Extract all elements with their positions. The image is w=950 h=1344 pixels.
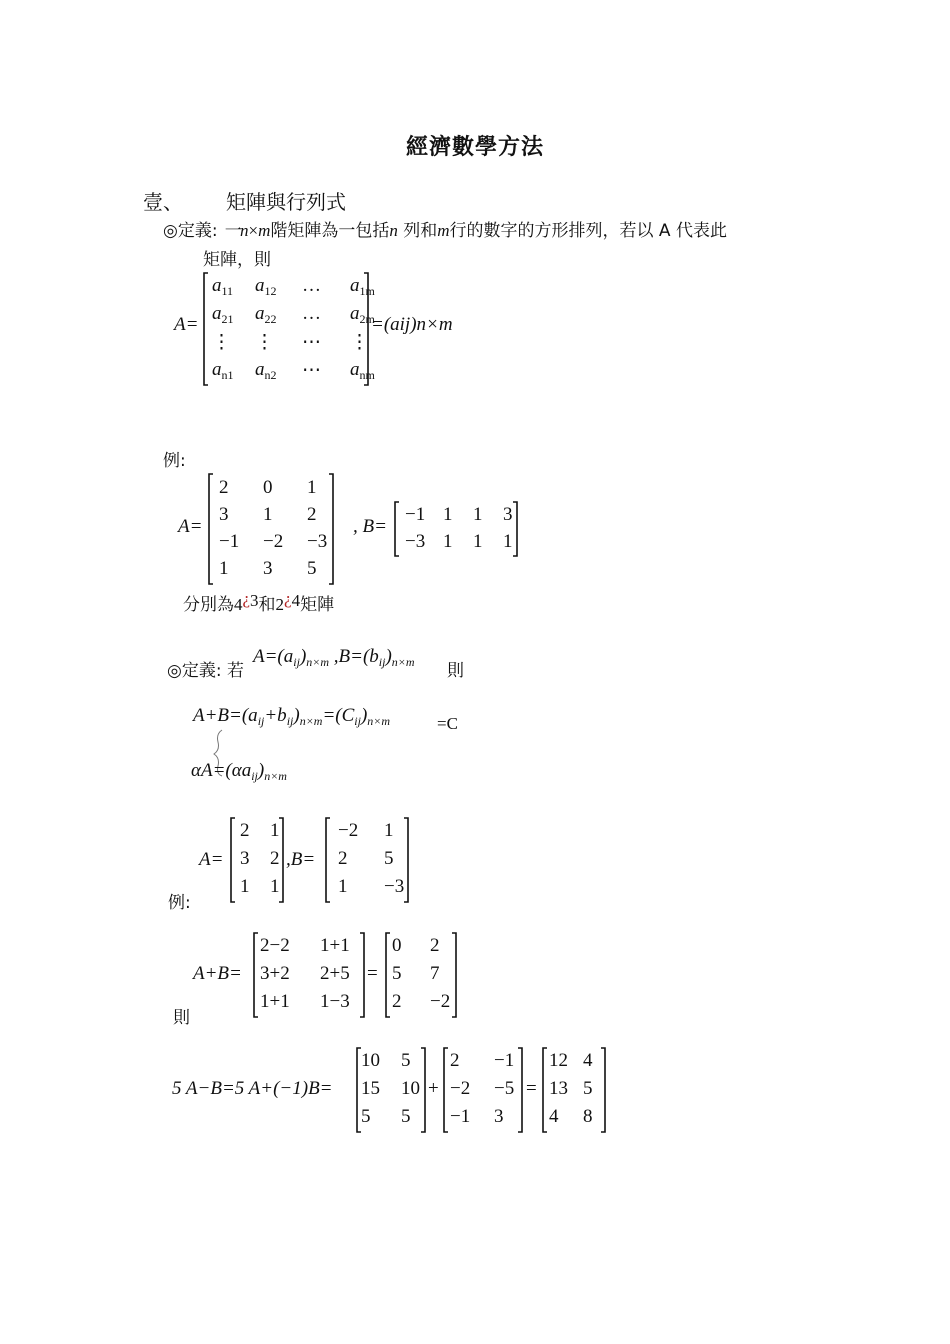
note-prefix: 分別為 xyxy=(183,595,234,615)
matrix-cell xyxy=(255,303,277,327)
matrix-cell: −2 xyxy=(338,820,359,841)
left-bracket xyxy=(395,502,399,556)
matrix-cell xyxy=(212,359,234,383)
matrix-cell: 5 xyxy=(401,1106,411,1127)
matrix-cell: 1 xyxy=(473,531,483,552)
matrix-cell: ⋮ xyxy=(212,332,231,353)
dimension-note xyxy=(183,590,334,615)
matrix-cell: ⋮ xyxy=(350,332,369,353)
matrix-cell: 5 xyxy=(361,1106,371,1127)
matrix-cell: 0 xyxy=(263,477,273,498)
left-bracket xyxy=(231,818,235,902)
matrix-cell: 3 xyxy=(494,1106,504,1127)
section-number: 壹、 xyxy=(143,190,183,214)
right-bracket xyxy=(518,1048,522,1132)
note-and: 和 xyxy=(258,595,276,615)
matrix-cell: 1 xyxy=(240,876,250,897)
matrix-cell: 5 xyxy=(583,1078,593,1099)
right-bracket xyxy=(513,502,517,556)
matrix-cell: ⋮ xyxy=(255,332,274,353)
matrix-cell: ⋯ xyxy=(302,360,321,381)
matrix-cell: 2 xyxy=(270,848,280,869)
sum-result-matrix xyxy=(384,932,458,1018)
example-1-label: 例: xyxy=(163,451,186,471)
sum-definition: $A+B=(a_{ij}+b_{ij})_{n\times m}=(C_{ij})_{n\times m}$ xyxy=(193,705,391,728)
left-bracket xyxy=(209,474,213,584)
linear-result-matrix xyxy=(541,1047,607,1133)
sum-equals: = xyxy=(367,963,378,984)
matrix-cell: 1 xyxy=(473,504,483,525)
note-4b: 4 xyxy=(291,591,301,610)
matrix-cell xyxy=(350,275,375,299)
entry-index: 11 xyxy=(221,284,234,298)
matrix-cell: 2 xyxy=(240,820,250,841)
matrix-cell: 1 xyxy=(307,477,317,498)
definition-2-suffix: 則 xyxy=(447,661,464,681)
matrix-cell: −5 xyxy=(494,1078,515,1099)
note-4: 4 xyxy=(234,595,243,614)
matrix-cell xyxy=(350,359,375,383)
matrix-cell: 2 xyxy=(430,935,440,956)
page-title: 經濟數學方法 xyxy=(406,135,545,160)
example-matrix-b xyxy=(393,501,519,557)
def1-text-2: 列和 xyxy=(403,221,438,241)
entry-letter: a xyxy=(255,303,265,324)
matrix-a-rhs: =(aij)n×m xyxy=(371,314,453,335)
dash-symbol: 一 xyxy=(222,221,240,240)
matrix-cell: 2 xyxy=(307,504,317,525)
entry-index: n1 xyxy=(221,368,234,382)
entry-letter: a xyxy=(212,303,222,324)
note-glyph-2: ¿ xyxy=(284,589,292,608)
matrix-cell: 3 xyxy=(219,504,229,525)
n-symbol: n xyxy=(239,221,249,240)
matrix-cell: 13 xyxy=(549,1078,568,1099)
left-bracket xyxy=(543,1048,547,1132)
matrix-cell: 1 xyxy=(270,820,280,841)
matrix-cell xyxy=(255,275,277,299)
matrix-cell: 15 xyxy=(361,1078,380,1099)
matrix-cell: 1 xyxy=(270,876,280,897)
matrix-cell: 5 xyxy=(384,848,394,869)
note-suffix: 矩陣 xyxy=(300,595,335,615)
matrix-cell: 3 xyxy=(240,848,250,869)
matrix-cell: 1 xyxy=(503,531,513,552)
matrix-cell: 3+2 xyxy=(260,963,290,984)
matrix-cell: 10 xyxy=(361,1050,380,1071)
matrix-cell: 2 xyxy=(338,848,348,869)
entry-letter: a xyxy=(212,359,222,380)
matrix-cell: 2 xyxy=(450,1050,460,1071)
matrix-cell: 4 xyxy=(583,1050,593,1071)
definition-2-label: ◎定義: 若 xyxy=(167,661,244,681)
definition-label: ◎定義: xyxy=(163,221,218,241)
entry-letter: a xyxy=(350,303,360,324)
matrix-cell: 5 xyxy=(401,1050,411,1071)
matrix-cell: 2 xyxy=(219,477,229,498)
matrix-cell: 4 xyxy=(549,1106,559,1127)
right-bracket xyxy=(329,474,333,584)
def1-text-1: 階矩陣為一包括 xyxy=(270,221,390,241)
entry-letter: a xyxy=(212,275,222,296)
entry-letter: a xyxy=(255,275,265,296)
matrix-cell: 1+1 xyxy=(260,991,290,1012)
matrix-cell: −1 xyxy=(450,1106,471,1127)
entry-index: 12 xyxy=(264,284,277,298)
right-bracket xyxy=(452,933,456,1017)
entry-index: 21 xyxy=(221,312,234,326)
linear-equals: = xyxy=(526,1078,537,1099)
matrix-cell: 3 xyxy=(263,558,273,579)
right-bracket xyxy=(421,1048,425,1132)
note-3: 3 xyxy=(250,591,259,610)
times-symbol: × xyxy=(248,221,259,240)
sum-definition-c: =C xyxy=(437,714,458,733)
entry-index: 1m xyxy=(359,284,375,298)
matrix-cell: 1 xyxy=(338,876,348,897)
right-bracket xyxy=(404,818,408,902)
matrix-cell: 1+1 xyxy=(320,935,350,956)
right-bracket xyxy=(279,818,283,902)
matrix-a-lhs: A= xyxy=(174,314,199,335)
n-symbol-2: n xyxy=(389,221,398,240)
scalar-definition: $\alpha A=(\alpha a_{ij})_{n\times m}$ xyxy=(191,760,287,783)
section-heading: 矩陣與行列式 xyxy=(226,190,346,214)
entry-index: 2m xyxy=(359,312,375,326)
matrix-cell: 2−2 xyxy=(260,935,290,956)
sum-matrix xyxy=(252,932,366,1018)
entry-letter: a xyxy=(350,359,360,380)
matrix-cell: 10 xyxy=(401,1078,420,1099)
matrix-cell: 1−3 xyxy=(320,991,350,1012)
entry-index: nm xyxy=(359,368,375,382)
matrix-cell: 1 xyxy=(219,558,229,579)
example2-b-lhs: ,B= xyxy=(286,849,316,870)
example-b-lhs: , B= xyxy=(353,516,387,537)
example2-a-lhs: A= xyxy=(199,849,224,870)
linear-plus: + xyxy=(428,1078,439,1099)
definition-1-line xyxy=(163,216,727,241)
matrix-cell: 3 xyxy=(503,504,513,525)
left-bracket xyxy=(204,273,208,385)
left-bracket xyxy=(254,933,258,1017)
definition-1-line-2: 矩陣，則 xyxy=(203,250,271,270)
matrix-cell: 1 xyxy=(443,504,453,525)
entry-letter: a xyxy=(350,275,360,296)
example-2-label: 例: xyxy=(168,893,191,913)
matrix-cell: −1 xyxy=(219,531,240,552)
matrix-cell xyxy=(212,275,233,299)
right-bracket xyxy=(360,933,364,1017)
entry-index: n2 xyxy=(264,368,277,382)
matrix-cell: −2 xyxy=(430,991,451,1012)
matrix-cell: 8 xyxy=(583,1106,593,1127)
matrix-cell: −1 xyxy=(494,1050,515,1071)
note-glyph: ¿ xyxy=(242,589,251,608)
m-symbol-2: m xyxy=(437,221,450,240)
matrix-cell: 5 xyxy=(307,558,317,579)
matrix-cell: −2 xyxy=(450,1078,471,1099)
note-2: 2 xyxy=(275,595,285,614)
matrix-cell: … xyxy=(302,275,321,296)
example2-matrix-a xyxy=(229,817,285,903)
matrix-cell: 2 xyxy=(392,991,402,1012)
example-matrix-a xyxy=(207,473,335,585)
matrix-cell: 7 xyxy=(430,963,440,984)
matrix-cell: 12 xyxy=(549,1050,568,1071)
matrix-cell: −3 xyxy=(384,876,405,897)
matrix-cell: ⋯ xyxy=(302,332,321,353)
matrix-cell: −1 xyxy=(405,504,426,525)
matrix-cell: 1 xyxy=(263,504,273,525)
left-bracket xyxy=(326,818,330,902)
right-bracket xyxy=(601,1048,605,1132)
linear-matrix-1 xyxy=(355,1047,427,1133)
left-bracket xyxy=(444,1048,448,1132)
definition-2-expr: $A=(a_{ij})_{n\times m}$ $,B=(b_{ij})_{n\times m}$ xyxy=(253,646,415,669)
m-symbol: m xyxy=(258,221,271,240)
left-bracket xyxy=(386,933,390,1017)
matrix-cell: −3 xyxy=(405,531,426,552)
linear-lhs: 5 A−B=5 A+(−1)B= xyxy=(172,1078,333,1099)
matrix-cell: 0 xyxy=(392,935,402,956)
example-a-lhs: A= xyxy=(178,516,203,537)
def1-text-3: 行的數字的方形排列，若以 A 代表此 xyxy=(449,221,727,241)
matrix-cell: −2 xyxy=(263,531,284,552)
matrix-cell: … xyxy=(302,303,321,324)
sum-lhs: A+B= xyxy=(193,963,242,984)
matrix-cell: 2+5 xyxy=(320,963,350,984)
matrix-cell: 1 xyxy=(443,531,453,552)
matrix-cell: 1 xyxy=(384,820,394,841)
entry-index: 22 xyxy=(264,312,277,326)
example2-matrix-b xyxy=(324,817,410,903)
matrix-cell xyxy=(255,359,277,383)
then-label: 則 xyxy=(173,1008,190,1028)
linear-matrix-2 xyxy=(442,1047,524,1133)
matrix-cell: 5 xyxy=(392,963,402,984)
entry-letter: a xyxy=(255,359,265,380)
general-matrix xyxy=(202,272,375,386)
matrix-cell xyxy=(212,303,234,327)
matrix-cell: −3 xyxy=(307,531,328,552)
